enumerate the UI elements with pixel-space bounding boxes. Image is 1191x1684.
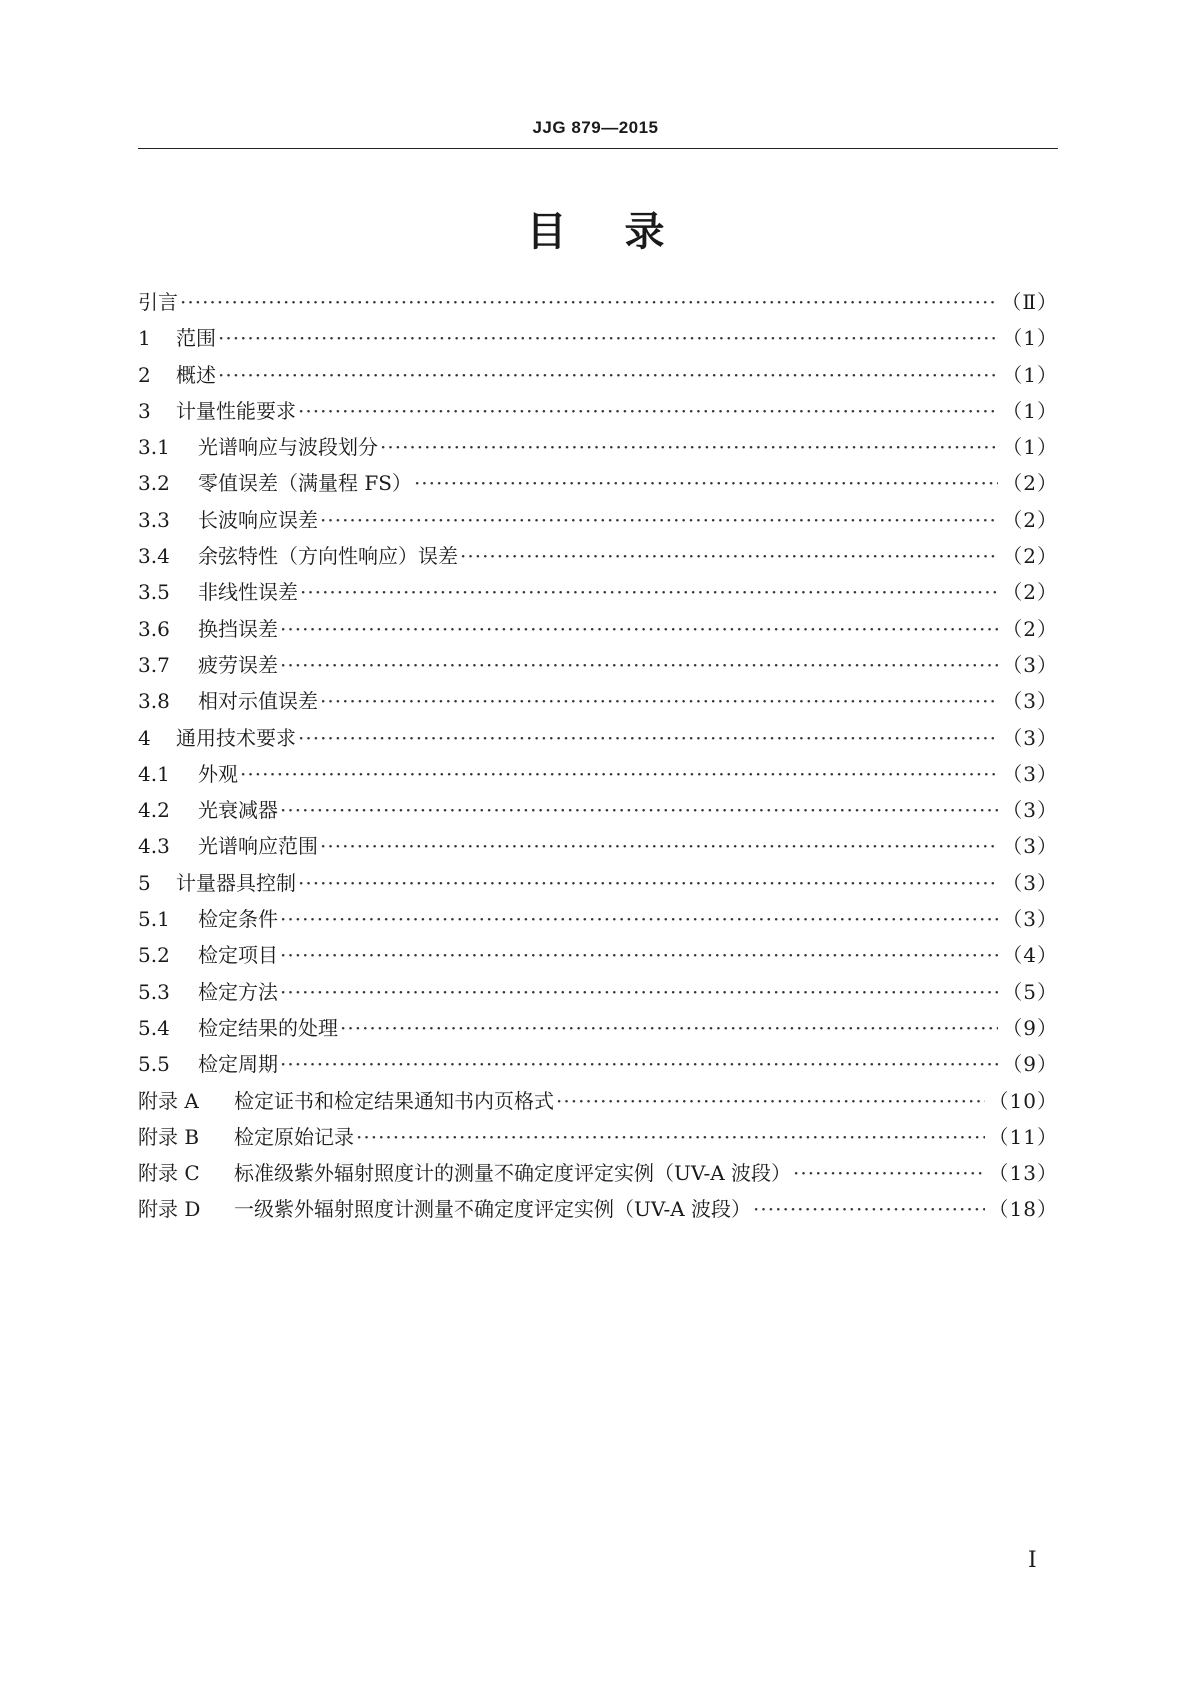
toc-entry-page: （4）	[1002, 943, 1058, 968]
toc-entry-title: 光谱响应范围	[198, 834, 318, 859]
toc-entry	[138, 867, 1058, 903]
toc-entry-title: 零值误差（满量程 FS）	[198, 471, 412, 496]
toc-entry	[138, 1121, 1058, 1157]
toc-entry-number: 1	[138, 326, 151, 351]
toc-entry-title: 疲劳误差	[198, 652, 278, 677]
toc-entry-title: 换挡误差	[198, 616, 278, 641]
toc-entry-number: 3.7	[138, 652, 170, 677]
toc-entry	[138, 722, 1058, 758]
toc-entry-title: 余弦特性（方向性响应）误差	[198, 544, 458, 569]
toc-entry-page: （2）	[1002, 507, 1058, 532]
toc-entry-page: （11）	[988, 1124, 1058, 1149]
toc-dot-leader	[280, 1052, 998, 1076]
toc-entry-title: 概述	[176, 362, 216, 387]
toc-dot-leader	[218, 363, 998, 387]
toc-entry-title: 外观	[198, 761, 238, 786]
toc-entry	[138, 1157, 1058, 1193]
toc-dot-leader	[280, 943, 998, 967]
toc-entry-page: （3）	[1002, 870, 1058, 895]
toc-entry-page: （3）	[1002, 834, 1058, 859]
toc-entry-number: 3.5	[138, 580, 170, 605]
toc-entry-title: 计量器具控制	[176, 870, 296, 895]
toc-dot-leader	[298, 726, 998, 750]
toc-entry-page: （3）	[1002, 798, 1058, 823]
toc-entry-title: 相对示值误差	[198, 689, 318, 714]
toc-dot-leader	[320, 508, 998, 532]
toc-dot-leader	[218, 326, 998, 350]
toc-entry-page: （3）	[1002, 761, 1058, 786]
toc-entry-title: 计量性能要求	[176, 398, 296, 423]
toc-entry-number: 附录 B	[138, 1124, 200, 1149]
toc-dot-leader	[280, 617, 998, 641]
toc-dot-leader	[180, 290, 997, 314]
toc-entry-number: 3	[138, 398, 151, 423]
toc-entry	[138, 467, 1058, 503]
toc-entry	[138, 685, 1058, 721]
toc-title: 目录	[526, 209, 723, 255]
toc-entry	[138, 504, 1058, 540]
toc-entry-page: （2）	[1002, 544, 1058, 569]
toc-entry	[138, 395, 1058, 431]
toc-entry-title: 标准级紫外辐射照度计的测量不确定度评定实例（UV-A 波段）	[234, 1161, 792, 1186]
toc-entry	[138, 576, 1058, 612]
toc-entry-number: 3.8	[138, 689, 170, 714]
toc-dot-leader	[280, 653, 998, 677]
toc-entry	[138, 431, 1058, 467]
toc-dot-leader	[340, 1016, 998, 1040]
toc-entry-page: （2）	[1002, 616, 1058, 641]
toc-entry-title: 非线性误差	[198, 580, 298, 605]
toc-dot-leader	[280, 907, 998, 931]
toc-entry-page: （10）	[988, 1088, 1058, 1113]
toc-entry-title: 光衰减器	[198, 798, 278, 823]
toc-entry-page: （9）	[1002, 1015, 1058, 1040]
toc-entry-page: （Ⅱ）	[1001, 290, 1058, 314]
toc-dot-leader	[280, 980, 998, 1004]
toc-entry-title: 检定结果的处理	[198, 1015, 338, 1040]
toc-entry-number: 5.1	[138, 907, 170, 932]
toc-entry-number: 5.2	[138, 943, 170, 968]
toc-entry-number: 5	[138, 870, 151, 895]
toc-dot-leader	[300, 580, 998, 604]
toc-entry	[138, 540, 1058, 576]
toc-dot-leader	[298, 871, 998, 895]
toc-entry	[138, 939, 1058, 975]
toc-entry-number: 3.1	[138, 435, 170, 460]
toc-entry-page: （5）	[1002, 979, 1058, 1004]
toc-entry	[138, 1012, 1058, 1048]
toc-entry-title: 检定原始记录	[234, 1124, 354, 1149]
toc-entry-number: 附录 A	[138, 1088, 199, 1113]
toc-dot-leader	[356, 1125, 985, 1149]
toc-entry-title: 长波响应误差	[198, 507, 318, 532]
toc-entry-number: 5.3	[138, 979, 170, 1004]
table-of-contents	[138, 286, 1058, 1230]
toc-entry-number: 附录 D	[138, 1197, 201, 1222]
toc-entry-page: （3）	[1002, 725, 1058, 750]
toc-entry-number: 5.5	[138, 1052, 170, 1077]
toc-dot-leader	[240, 762, 998, 786]
toc-entry-number: 3.2	[138, 471, 170, 496]
toc-entry-title: 光谱响应与波段划分	[198, 435, 378, 460]
toc-entry	[138, 322, 1058, 358]
toc-entry-number: 4	[138, 725, 151, 750]
toc-entry-page: （3）	[1002, 652, 1058, 677]
toc-dot-leader	[460, 544, 998, 568]
toc-entry-page: （2）	[1002, 471, 1058, 496]
toc-entry-title: 检定项目	[198, 943, 278, 968]
toc-dot-leader	[414, 471, 998, 495]
page-number: Ⅰ	[1028, 1548, 1037, 1573]
toc-entry-page: （2）	[1002, 580, 1058, 605]
toc-entry-title: 范围	[176, 326, 216, 351]
toc-entry-page: （3）	[1002, 907, 1058, 932]
toc-entry-number: 5.4	[138, 1015, 170, 1040]
toc-entry-number: 2	[138, 362, 151, 387]
toc-entry-title: 引言	[138, 290, 178, 314]
toc-entry-page: （3）	[1002, 689, 1058, 714]
toc-entry-number: 附录 C	[138, 1161, 200, 1186]
toc-entry	[138, 1085, 1058, 1121]
toc-entry	[138, 794, 1058, 830]
toc-dot-leader	[556, 1089, 985, 1113]
toc-entry	[138, 1193, 1058, 1229]
toc-dot-leader	[320, 834, 998, 858]
toc-entry	[138, 976, 1058, 1012]
toc-entry-number: 3.4	[138, 544, 170, 569]
document-code: JJG 879—2015	[532, 118, 659, 137]
toc-dot-leader	[753, 1197, 985, 1221]
toc-entry	[138, 359, 1058, 395]
toc-entry	[138, 286, 1058, 322]
toc-entry-page: （1）	[1002, 326, 1058, 351]
toc-entry-number: 3.6	[138, 616, 170, 641]
toc-entry-page: （1）	[1002, 362, 1058, 387]
toc-entry-page: （18）	[988, 1197, 1058, 1222]
toc-entry-page: （13）	[988, 1161, 1058, 1186]
toc-entry	[138, 1048, 1058, 1084]
toc-entry	[138, 649, 1058, 685]
toc-entry-page: （9）	[1002, 1052, 1058, 1077]
toc-dot-leader	[380, 435, 998, 459]
toc-entry-number: 3.3	[138, 507, 170, 532]
toc-entry-title: 检定周期	[198, 1052, 278, 1077]
header-rule	[138, 148, 1058, 149]
toc-dot-leader	[793, 1161, 985, 1185]
toc-entry-number: 4.1	[138, 761, 170, 786]
toc-entry	[138, 903, 1058, 939]
toc-entry-title: 检定条件	[198, 907, 278, 932]
toc-entry-title: 通用技术要求	[176, 725, 296, 750]
toc-entry	[138, 830, 1058, 866]
toc-dot-leader	[320, 689, 998, 713]
toc-dot-leader	[298, 399, 998, 423]
toc-entry-page: （1）	[1002, 398, 1058, 423]
toc-dot-leader	[280, 798, 998, 822]
toc-entry	[138, 613, 1058, 649]
toc-entry-title: 检定方法	[198, 979, 278, 1004]
toc-entry-number: 4.2	[138, 798, 170, 823]
toc-entry-title: 检定证书和检定结果通知书内页格式	[234, 1088, 554, 1113]
toc-entry-title: 一级紫外辐射照度计测量不确定度评定实例（UV-A 波段）	[234, 1197, 752, 1222]
toc-entry-page: （1）	[1002, 435, 1058, 460]
toc-entry-number: 4.3	[138, 834, 170, 859]
toc-entry	[138, 758, 1058, 794]
